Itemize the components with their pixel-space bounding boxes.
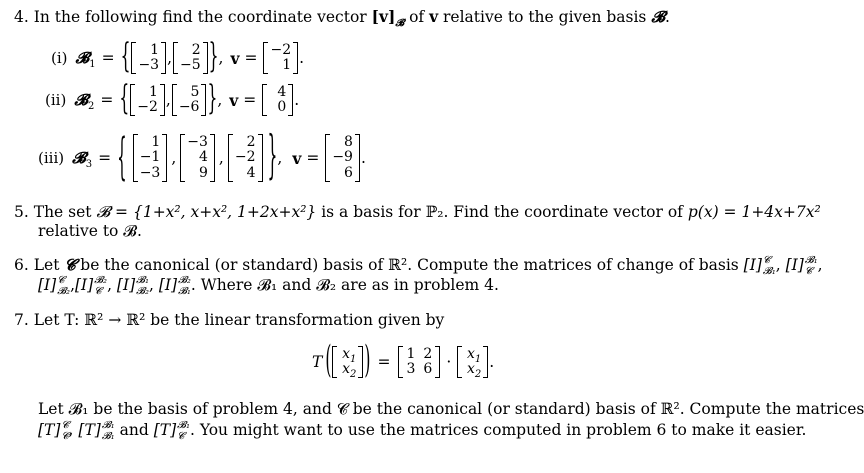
problem-4-item-i: (i) 𝓑$_1$ = { 1 −3 , 2 −5 } , v = −2 1 . bbox=[51, 36, 305, 77]
basis-vector: 1 −3 bbox=[131, 42, 166, 73]
basis-vector: 1 −2 bbox=[130, 84, 165, 115]
problem-4-text-d: . bbox=[665, 8, 670, 26]
vector-v: v bbox=[229, 90, 239, 110]
problem-7-line-1 bbox=[14, 311, 444, 329]
basis-vector: 5 −6 bbox=[172, 84, 207, 115]
problem-4-number: 4. bbox=[14, 8, 29, 26]
basis-vector: −3 4 9 bbox=[180, 134, 215, 181]
problem-4-text-b: of bbox=[404, 8, 430, 26]
basis-name: 𝓑$_2$ bbox=[74, 90, 95, 113]
transform-matrix: [T] 𝓒 𝓒 bbox=[38, 420, 69, 442]
problem-5-text-b: is a basis for bbox=[316, 203, 426, 221]
change-matrix: [I] 𝓑₁ 𝓑₂ bbox=[116, 275, 149, 297]
change-matrix: [I] 𝓑₂ 𝓒 bbox=[75, 275, 108, 297]
problem-5-text-c: . Find the coordinate vector of bbox=[443, 203, 688, 221]
polynomial-p: p(x) = 1+4x+7x² bbox=[687, 203, 821, 221]
transform-T: T bbox=[312, 353, 323, 371]
input-vector: $x_1$ $x_2$ bbox=[332, 346, 363, 377]
problem-4-statement bbox=[14, 7, 670, 30]
problem-7-line-2: Let 𝓑₁ be the basis of problem 4, and 𝓒 be the canonical (or standard) basis of ℝ². Compute the matrices bbox=[38, 400, 864, 418]
problem-5-number: 5. bbox=[14, 203, 29, 221]
vector-v-value: 8 −9 6 bbox=[325, 134, 360, 181]
transform-matrix: [T] 𝓑₁ 𝓒 bbox=[153, 420, 190, 442]
item-label: (iii) bbox=[38, 149, 65, 167]
problem-6-line-1: 6. Let 𝓒 be the canonical (or standard) basis of ℝ². Compute the matrices of change of basis [I] 𝓒 𝓑₁ , [I] 𝓑₁ 𝓒 , bbox=[14, 255, 823, 277]
canonical-basis: 𝓒 bbox=[64, 255, 76, 274]
change-matrix: [I] 𝓑₁ 𝓒 bbox=[785, 255, 818, 277]
problem-4-text-c: relative to the given basis bbox=[438, 8, 652, 26]
problem-6-text-c2: . Where 𝓑₁ and 𝓑₂ are as in problem 4. bbox=[190, 276, 499, 294]
transform-matrix: [T] 𝓑₁ 𝓑₁ bbox=[78, 420, 115, 442]
problem-5-line-2: relative to 𝓑. bbox=[38, 222, 142, 240]
basis-symbol: 𝓑 bbox=[651, 7, 665, 26]
problem-7-number: 7. bbox=[14, 311, 29, 329]
problem-6-text-b: be the canonical (or standard) basis of bbox=[75, 256, 389, 274]
transformation-equation: T ( $x_1$ $x_2$ ) = 1 2 3 6 · $x_1$ $x_2$ . bbox=[312, 338, 495, 382]
problem-5-text-a: The set bbox=[33, 203, 97, 221]
problem-6-text-a: Let bbox=[33, 256, 65, 274]
problem-7-text-and: and bbox=[119, 421, 149, 439]
vector-v: v bbox=[429, 7, 439, 26]
basis-set: 𝓑 = {1+x², x+x², 1+2x+x²} bbox=[96, 203, 317, 221]
vector-v-value: −2 1 bbox=[263, 42, 298, 73]
change-matrix: [I] 𝓒 𝓑₁ bbox=[743, 255, 776, 277]
basis-vector: 2 −5 bbox=[173, 42, 208, 73]
problem-7-text-c: . You might want to use the matrices computed in problem 6 to make it easier. bbox=[189, 421, 807, 439]
vector-v-value: 4 0 bbox=[262, 84, 293, 115]
problem-4-item-iii: (iii) 𝓑$_3$ = { 1 −1 −3 , −3 4 9 , 2 −2 4 } , v = 8 −9 6 . bbox=[38, 125, 366, 187]
transformation-matrix: 1 2 3 6 bbox=[398, 346, 440, 379]
coord-vector-subscript: 𝓑 bbox=[395, 18, 405, 30]
problem-4-text-a: In the following find the coordinate vector bbox=[33, 8, 372, 26]
problem-6-number: 6. bbox=[14, 256, 29, 274]
vector-v: v bbox=[292, 148, 302, 168]
polynomial-space: ℙ₂ bbox=[425, 203, 444, 221]
problem-4-item-ii: (ii) 𝓑$_2$ = { 1 −2 , 5 −6 } , v = 4 0 . bbox=[45, 78, 300, 119]
coord-vector-symbol: [v] bbox=[371, 7, 396, 26]
input-vector: $x_1$ $x_2$ bbox=[457, 346, 488, 377]
problem-7-text-a: Let T: ℝ² → ℝ² be the linear transformation given by bbox=[33, 311, 445, 329]
change-matrix: [I] 𝓑₂ 𝓑₁ bbox=[158, 275, 191, 297]
basis-vector: 2 −2 4 bbox=[228, 134, 263, 181]
vector-v: v bbox=[230, 48, 240, 68]
basis-name: 𝓑$_3$ bbox=[72, 148, 93, 171]
basis-vector: 1 −1 −3 bbox=[133, 134, 168, 181]
change-matrix: [I] 𝓒 𝓑₂ bbox=[38, 275, 71, 297]
problem-6-line-2: [I] 𝓒 𝓑₂ ,[I] 𝓑₂ 𝓒 , [I] 𝓑₁ 𝓑₂ , [I] 𝓑₂ 𝓑₁ . Where 𝓑₁ and 𝓑₂ are as in problem 4. bbox=[38, 275, 499, 297]
item-label: (ii) bbox=[45, 91, 67, 109]
problem-7-line-3: [T] 𝓒 𝓒 , [T] 𝓑₁ 𝓑₁ and [T] 𝓑₁ 𝓒 . You might want to use the matrices computed in problem 6 to make it easier. bbox=[38, 420, 807, 442]
item-label: (i) bbox=[51, 49, 68, 67]
problem-6-text-c: . Compute the matrices of change of basis bbox=[407, 256, 744, 274]
basis-name: 𝓑$_1$ bbox=[75, 48, 96, 71]
real-plane: ℝ² bbox=[388, 256, 408, 274]
problem-5-line-1 bbox=[14, 203, 821, 222]
